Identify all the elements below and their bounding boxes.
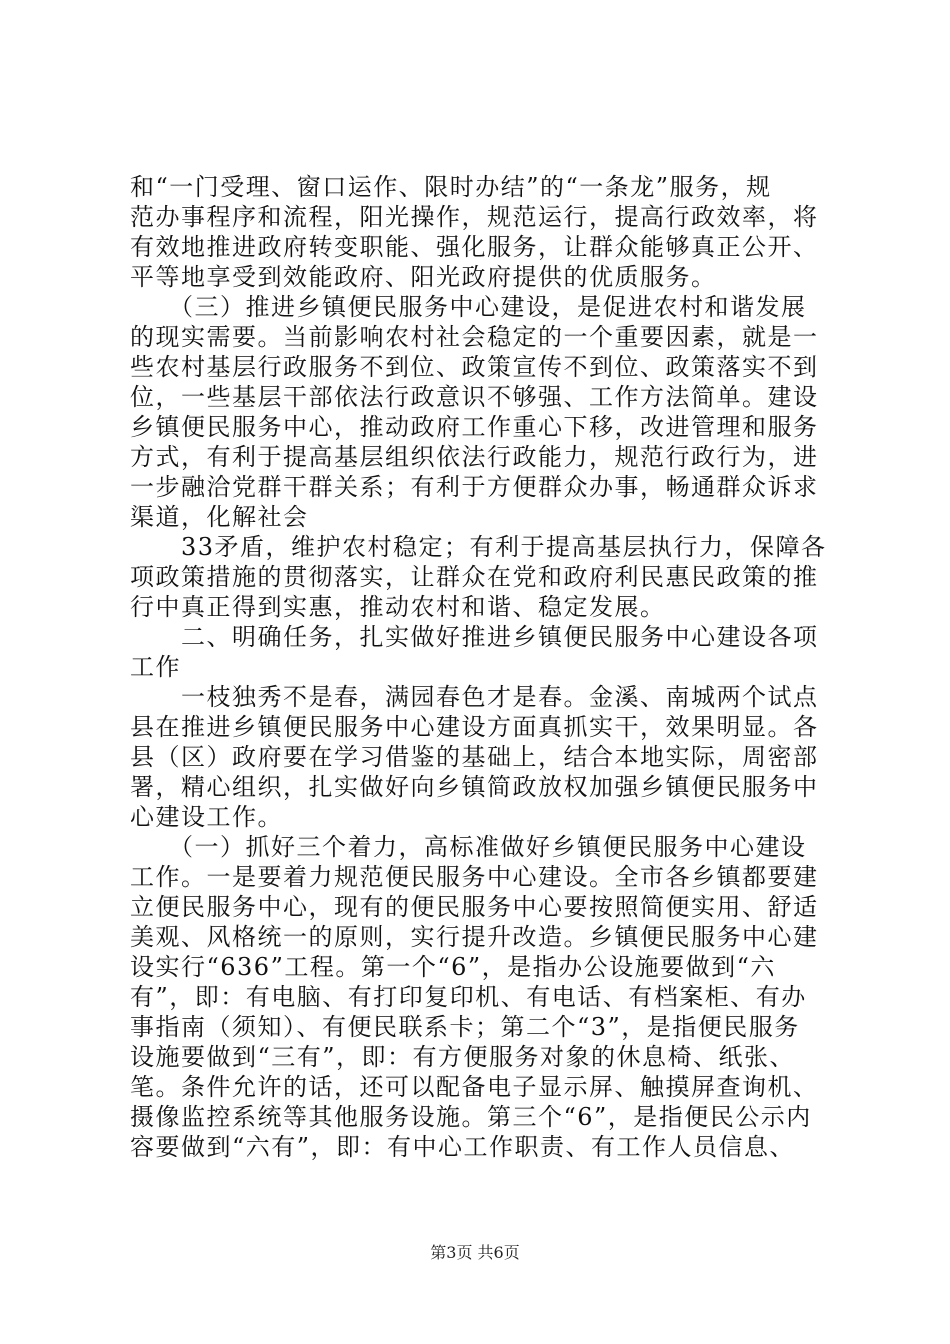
text-line: 行中真正得到实惠，推动农村和谐、稳定发展。	[130, 593, 666, 621]
text-line: 位，一些基层干部依法行政意识不够强、工作方法简单。建设	[130, 383, 819, 411]
text-line: 平等地享受到效能政府、阳光政府提供的优质服务。	[130, 263, 717, 291]
page-number-footer: 第3页 共6页	[430, 1243, 520, 1262]
text-line: 方式，有利于提高基层组织依法行政能力，规范行政行为，进	[130, 443, 819, 471]
text-line: 一步融洽党群干群关系；有利于方便群众办事，畅通群众诉求	[130, 473, 819, 501]
text-line: 笔。条件允许的话，还可以配备电子显示屏、触摸屏查询机、	[130, 1073, 819, 1101]
text-line: 范办事程序和流程，阳光操作，规范运行，提高行政效率，将	[130, 203, 819, 231]
text-line: 二、明确任务，扎实做好推进乡镇便民服务中心建设各项	[130, 623, 819, 651]
text-line: 33矛盾，维护农村稳定；有利于提高基层执行力，保障各	[130, 533, 827, 561]
text-line: 项政策措施的贯彻落实，让群众在党和政府利民惠民政策的推	[130, 563, 819, 591]
document-body	[130, 172, 830, 1162]
text-line: 有效地推进政府转变职能、强化服务，让群众能够真正公开、	[130, 233, 819, 261]
text-line: 一枝独秀不是春，满园春色才是春。金溪、南城两个试点	[130, 683, 819, 711]
text-line: 工作。一是要着力规范便民服务中心建设。全市各乡镇都要建	[130, 863, 819, 891]
text-line: 和“一门受理、窗口运作、限时办结”的“一条龙”服务，规	[130, 173, 772, 201]
text-line: 县在推进乡镇便民服务中心建设方面真抓实干，效果明显。各	[130, 713, 819, 741]
text-line: 容要做到“六有”，即：有中心工作职责、有工作人员信息、	[130, 1133, 796, 1161]
text-line: 摄像监控系统等其他服务设施。第三个“6”，是指便民公示内	[130, 1103, 812, 1131]
text-line: 些农村基层行政服务不到位、政策宣传不到位、政策落实不到	[130, 353, 819, 381]
text-line: （三）推进乡镇便民服务中心建设，是促进农村和谐发展	[130, 293, 807, 321]
text-line: 立便民服务中心，现有的便民服务中心要按照简便实用、舒适	[130, 893, 819, 921]
text-line: 心建设工作。	[130, 803, 283, 831]
text-line: 工作	[130, 653, 181, 681]
text-line: 乡镇便民服务中心，推动政府工作重心下移，改进管理和服务	[130, 413, 819, 441]
text-line: 县（区）政府要在学习借鉴的基础上，结合本地实际，周密部	[130, 743, 819, 771]
text-line: 有”，即：有电脑、有打印复印机、有电话、有档案柜、有办	[130, 983, 807, 1011]
text-line: 渠道，化解社会	[130, 503, 309, 531]
text-line: 美观、风格统一的原则，实行提升改造。乡镇便民服务中心建	[130, 923, 819, 951]
text-line: 设实行“636”工程。第一个“6”，是指办公设施要做到“六	[130, 953, 776, 981]
text-line: （一）抓好三个着力，高标准做好乡镇便民服务中心建设	[130, 833, 807, 861]
text-line: 的现实需要。当前影响农村社会稳定的一个重要因素，就是一	[130, 323, 819, 351]
text-line: 署，精心组织，扎实做好向乡镇简政放权加强乡镇便民服务中	[130, 773, 819, 801]
text-line: 事指南（须知）、有便民联系卡；第二个“3”，是指便民服务	[130, 1013, 800, 1041]
text-line: 设施要做到“三有”，即：有方便服务对象的休息椅、纸张、	[130, 1043, 796, 1071]
